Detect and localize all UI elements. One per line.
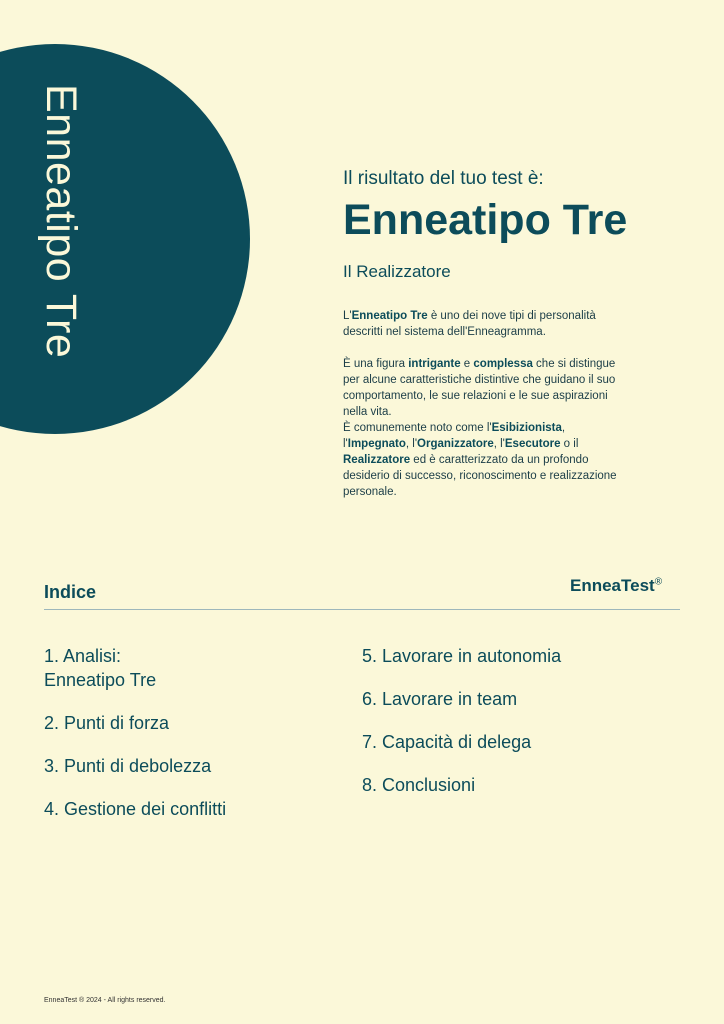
description [343, 308, 633, 500]
bold-term: Realizzatore [343, 454, 411, 466]
divider [44, 609, 680, 610]
page-title: Enneatipo Tre [343, 196, 628, 244]
text-run: , l' [493, 438, 505, 450]
intro-text: Il risultato del tuo test è: [343, 168, 544, 189]
toc-item-6[interactable]: 6. Lavorare in team [362, 689, 518, 709]
description-paragraph-1 [343, 308, 633, 340]
text-run: , l' [343, 422, 566, 450]
footer-copyright: EnneaTest ® 2024 - All rights reserved. [44, 997, 166, 1004]
text-run: che si distingue per alcune caratteristiche distintive che guidano il suo comportamento, le sue relazioni e le sue aspirazioni nella vita. [343, 358, 616, 418]
vertical-title: Enneatipo Tre [37, 84, 85, 359]
text-run: è uno dei nove tipi di personalità descritti nel sistema dell'Enneagramma. [343, 310, 596, 338]
bold-term: intrigante [408, 358, 461, 370]
toc-item-3[interactable]: 3. Punti di debolezza [44, 756, 212, 776]
text-run: È una figura [343, 358, 409, 370]
toc-item-4[interactable]: 4. Gestione dei conflitti [44, 799, 227, 819]
logo-text: EnneaTest [570, 576, 655, 595]
bold-term: Enneatipo Tre [351, 310, 428, 322]
toc-item-8[interactable]: 8. Conclusioni [362, 775, 476, 795]
bold-term: Esibizionista [491, 422, 562, 434]
text-run: L' [343, 310, 352, 322]
toc-item-2[interactable]: 2. Punti di forza [44, 713, 170, 733]
description-paragraph-2 [343, 356, 633, 420]
page-subtitle: Il Realizzatore [343, 262, 451, 281]
bold-term: complessa [473, 358, 533, 370]
text-run: È comunemente noto come l' [343, 422, 492, 434]
enneatest-logo [570, 576, 662, 596]
toc-item-sublabel: Enneatipo Tre [44, 670, 157, 690]
toc-left-column [44, 644, 226, 840]
text-run: ed è caratterizzato da un profondo desiderio di successo, riconoscimento e realizzazione personale. [343, 454, 617, 498]
registered-mark: ® [654, 576, 663, 588]
bold-term: Impegnato [347, 438, 406, 450]
bold-term: Esecutore [504, 438, 561, 450]
bold-term: Organizzatore [417, 438, 494, 450]
description-paragraph-3 [343, 420, 633, 500]
toc-item-5[interactable]: 5. Lavorare in autonomia [362, 646, 562, 666]
text-run: , l' [405, 438, 418, 450]
toc-item-label: 1. Analisi: [44, 646, 122, 666]
toc-item-1[interactable] [44, 644, 226, 692]
toc-item-7[interactable]: 7. Capacità di delega [362, 732, 532, 752]
text-run: e [460, 358, 474, 370]
toc-right-column [362, 644, 561, 816]
text-run: o il [560, 438, 579, 450]
index-heading: Indice [44, 582, 97, 602]
